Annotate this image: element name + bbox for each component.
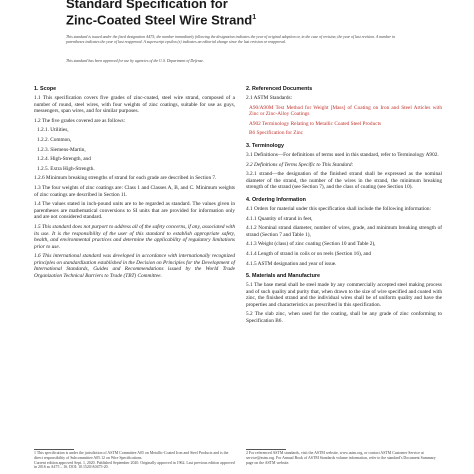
title-subject: Zinc-Coated Steel Wire Strand <box>66 12 253 28</box>
grade-utilities: 1.2.1. Utilities, <box>37 127 69 134</box>
referenced-documents-heading: 2. Referenced Documents <box>246 86 313 92</box>
title-line: Standard Specification for <box>66 0 228 11</box>
paragraph-4-1-5: 4.1.5 ASTM designation and year of issue. <box>246 260 337 267</box>
scope-heading: 1. Scope <box>34 86 57 92</box>
footnote-1: 1 This specification is under the jurisdiction of ASTM Committee A05 on Metallic-Coated Iron and Steel Products and is the direct responsibility of Subcommittee A05.12 on Wire Specifications. <box>34 451 229 460</box>
paragraph-1-6: 1.6 This international standard was developed in accordance with internationally recognized principles on standardization established in the Decision on Principles for the Development of International Standards, Guides and Recommendations issued by the World Trade Organization Technical Barriers to Trade (TBT) Committee. <box>34 253 235 280</box>
reference-a90 <box>246 105 442 118</box>
paragraph-2-1 <box>246 95 442 102</box>
title-footnote-marker: 1 <box>252 14 257 21</box>
paragraph-3-2-1: 3.2.1 strand—the designation of the finished strand shall be expressed as the nominal diameter of the strand, the number of the wires in the strand, the minimum breaking strength of the strand (see Section 7), and the class of coating (see Section 10). <box>246 171 442 191</box>
paragraph-5-1: 5.1 The base metal shall be steel made by any commercially accepted steel making process and of such quality and purity that, when drawn to the size of wire specified and coated with zinc, the finished strand and the individual wires shall be of uniform quality and have the properties and characteristics as prescribed in this specification. <box>246 282 442 308</box>
grade-siemens-martin: 1.2.3. Siemens-Martin, <box>37 146 86 153</box>
footnote-edition: Current edition approved Sept. 1, 2020. Published September 2020. Originally approved in 1962. Last previous edition approved in 2016 as A475 – 16. DOI: 10.1520/A0475-20. <box>34 460 235 470</box>
reference-a902-title: Terminology Relating to Metallic Coated Steel Products <box>262 120 382 127</box>
reference-b6-link[interactable]: B6 <box>249 130 256 137</box>
paragraph-3-2: 3.2 Definitions of Terms Specific to This Standard: <box>246 161 354 168</box>
grade-extra-high-strength: 1.2.5. Extra High-Strength. <box>37 165 95 172</box>
paragraph-5-2: 5.2 The slab zinc, when used for the coating, shall be any grade of zinc conforming to Specification B6. <box>246 311 442 325</box>
reference-a902-link[interactable]: A902 <box>249 120 261 127</box>
paragraph-1-3: 1.3 The four weights of zinc coatings are: Class 1 and Classes A, B, and C. Minimum weights of zinc coatings are described in Section 11. <box>34 184 235 198</box>
paragraph-1-1: 1.1 This specification covers five grades of zinc-coated, steel wire strand, composed of a number of round, steel wires, with four weights of zinc coatings, suitable for use as guys, messengers, span wires, and for similar purposes. <box>34 95 235 115</box>
reference-b6 <box>246 130 442 137</box>
reference-a90-link[interactable]: A90/A90M <box>249 104 274 111</box>
grade-common: 1.2.2. Common, <box>37 136 72 143</box>
left-footnote-rule <box>34 449 74 450</box>
reference-b6-title: Specification for Zinc <box>256 130 303 137</box>
document-title <box>66 0 406 27</box>
paragraph-1-2-6: 1.2.6 Minimum breaking strengths of strand for each grade are described in Section 7. <box>34 175 217 182</box>
right-footnote-rule <box>246 449 286 450</box>
paragraph-4-1-3: 4.1.3 Weight (class) of zinc coating (Section 10 and Table 2), <box>246 241 376 248</box>
designation-notice: This standard is issued under the fixed designation A475; the number immediately following the designation indicates the year of original adoption or, in the case of revision, the year of last revision. A number in parentheses indicates the year of last reapproval. A superscript epsilon (ε) indicates an editorial change since the last revision or reapproval. <box>66 35 396 44</box>
paragraph-4-1: 4.1 Orders for material under this specification shall include the following information: <box>246 205 432 212</box>
dod-notice: This standard has been approved for use by agencies of the U.S. Department of Defense. <box>66 59 204 63</box>
astm-standards-label: 2.1 ASTM Standards: <box>246 95 293 101</box>
left-column <box>34 80 235 283</box>
left-footnote <box>34 451 235 470</box>
materials-heading: 5. Materials and Manufacture <box>246 273 320 280</box>
paragraph-3-1: 3.1 Definitions—For definitions of terms used in this standard, refer to Terminology A902. <box>246 151 439 158</box>
grade-high-strength: 1.2.4. High-Strength, and <box>37 156 91 163</box>
reference-a90-title: Test Method for Weight [Mass] of Coating on Iron and Steel Articles with Zinc or Zinc-Alloy Coatings <box>249 104 442 118</box>
paragraph-1-2: 1.2 The five grades covered are as follows: <box>34 117 126 124</box>
paragraph-4-1-2: 4.1.2 Nominal strand diameter, number of wires, grade, and minimum breaking strength of strand (Section 7 and Table 1), <box>246 225 442 238</box>
terminology-heading: 3. Terminology <box>246 142 284 149</box>
ordering-information-heading: 4. Ordering Information <box>246 196 306 203</box>
paragraph-1-5: 1.5 This standard does not purport to address all of the safety concerns, if any, associated with its use. It is the responsibility of the user of this standard to establish appropriate safety, health, and environmental practices and determine the applicability of regulatory limitations prior to use. <box>34 223 235 250</box>
paragraph-4-1-4: 4.1.4 Length of strand in coils or on reels (Section 16), and <box>246 250 372 257</box>
paragraph-1-4: 1.4 The values stated in inch-pound units are to be regarded as standard. The values given in parentheses are mathematical conversions to SI units that are provided for information only and are not considered standard. <box>34 201 235 221</box>
paragraph-4-1-1: 4.1.1 Quantity of strand in feet, <box>246 215 313 222</box>
right-column <box>246 80 442 328</box>
right-footnote: 2 For referenced ASTM standards, visit the ASTM website, www.astm.org, or contact ASTM Customer Service at service@astm.org. For Annual Book of ASTM Standards volume information, refer to the standard's Document Summary page on the ASTM website. <box>246 451 436 465</box>
reference-a902 <box>246 121 442 128</box>
